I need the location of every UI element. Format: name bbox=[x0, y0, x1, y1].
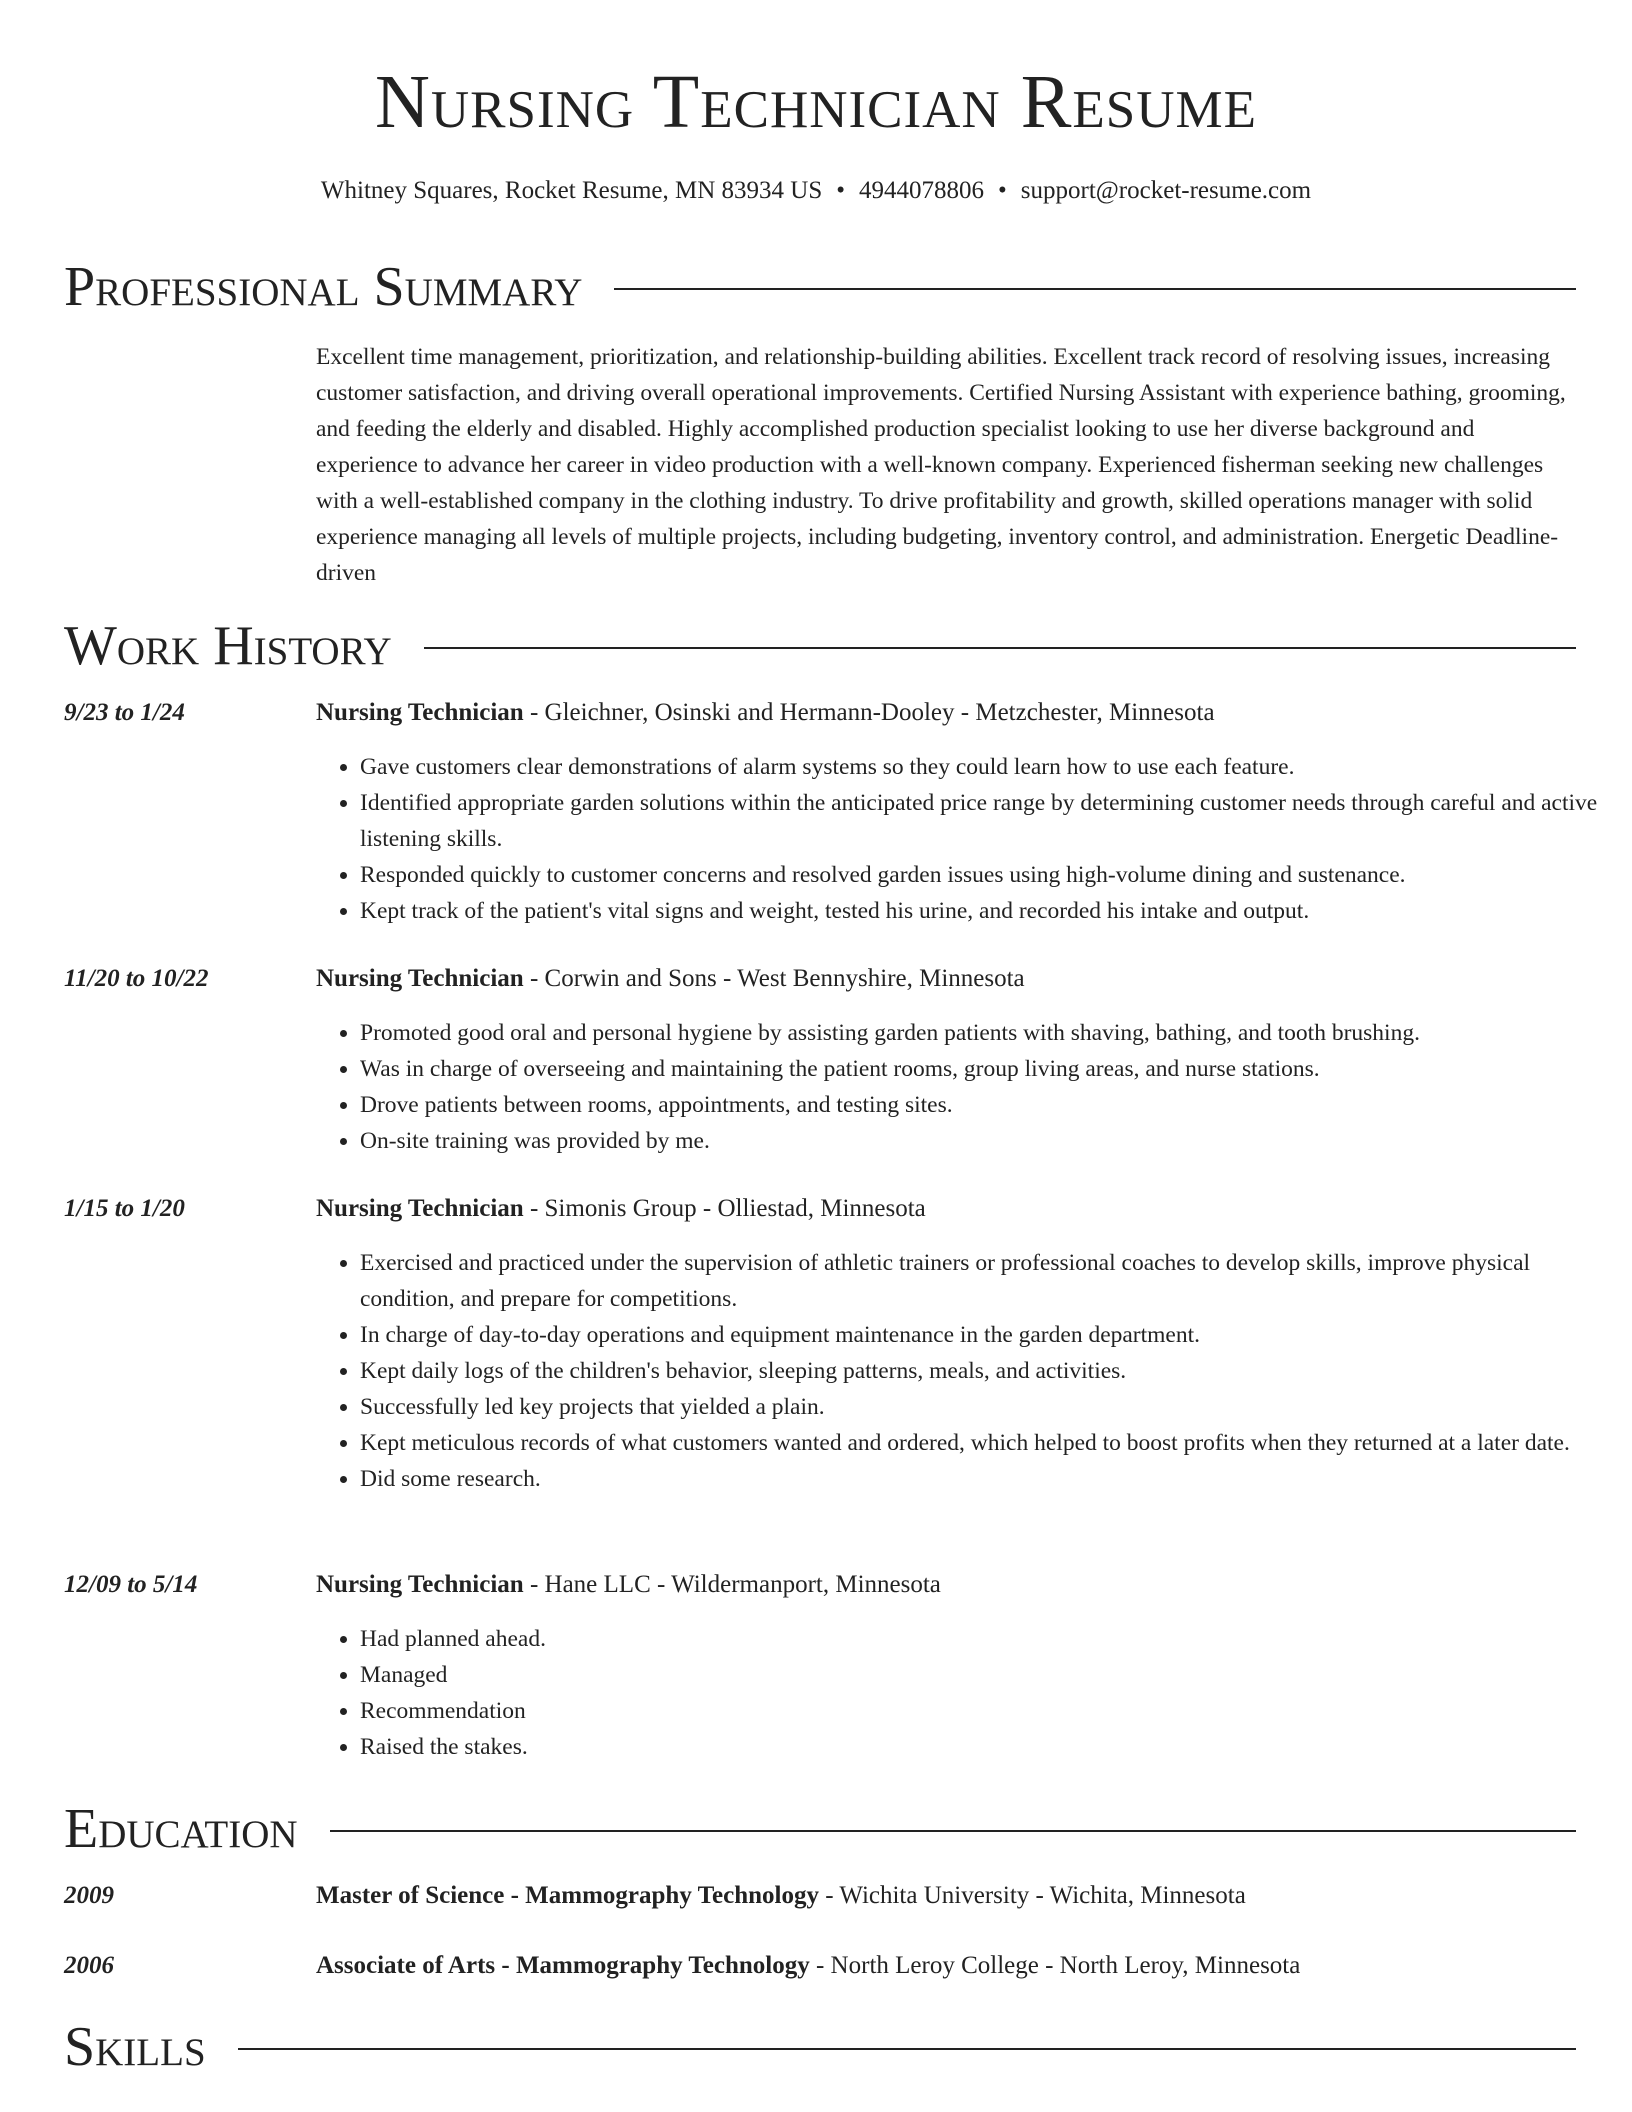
section-heading-summary bbox=[64, 254, 1576, 320]
job-bullet: • In charge of day-to-day operations and equipment maintenance in the garden department. bbox=[360, 1317, 1622, 1353]
section-heading-education bbox=[64, 1796, 1576, 1862]
job-bullet: • Successfully led key projects that yielded a plain. bbox=[360, 1389, 1622, 1425]
job-bullet: • Was in charge of overseeing and maintaining the patient rooms, group living areas, and nurse stations. bbox=[360, 1051, 1622, 1087]
job-bullet: • Kept track of the patient's vital signs and weight, tested his urine, and recorded his intake and output. bbox=[360, 893, 1622, 929]
section-title: Work History bbox=[64, 615, 392, 677]
section-title: Professional Summary bbox=[64, 256, 583, 318]
job-bullet: • Did some research. bbox=[360, 1461, 1622, 1497]
education-entry bbox=[64, 1948, 1576, 1984]
job-bullet: • Gave customers clear demonstrations of alarm systems so they could learn how to use each feature. bbox=[360, 749, 1622, 785]
contact-separator: • bbox=[998, 177, 1007, 204]
job-headline bbox=[316, 961, 1025, 997]
job-dates: 11/20 to 10/22 bbox=[64, 965, 209, 992]
job-bullets bbox=[316, 1621, 1622, 1765]
contact-phone: 4944078806 bbox=[859, 177, 985, 204]
job-headline bbox=[316, 1191, 926, 1227]
section-rule bbox=[330, 1830, 1576, 1832]
education-entry bbox=[64, 1878, 1576, 1914]
section-rule bbox=[238, 2048, 1576, 2050]
job-bullet: • Had planned ahead. bbox=[360, 1621, 1622, 1657]
job-bullet: • On-site training was provided by me. bbox=[360, 1123, 1622, 1159]
education-line bbox=[316, 1878, 1246, 1914]
education-degree: Associate of Arts - Mammography Technology bbox=[316, 1952, 810, 1979]
job-title: Nursing Technician bbox=[316, 1195, 524, 1222]
job-title: Nursing Technician bbox=[316, 699, 524, 726]
job-details: - Simonis Group - Olliestad, Minnesota bbox=[523, 1195, 926, 1222]
job-bullet: • Exercised and practiced under the supervision of athletic trainers or professional coaches to develop skills, improve physical condition, and prepare for competitions. bbox=[360, 1245, 1622, 1317]
contact-line bbox=[0, 174, 1632, 208]
education-details: - Wichita University - Wichita, Minnesota bbox=[818, 1882, 1246, 1909]
education-line bbox=[316, 1948, 1300, 1984]
job-bullet: • Promoted good oral and personal hygiene by assisting garden patients with shaving, bathing, and tooth brushing. bbox=[360, 1015, 1622, 1051]
job-dates: 1/15 to 1/20 bbox=[64, 1195, 185, 1222]
section-title: Skills bbox=[64, 2016, 206, 2078]
job-title: Nursing Technician bbox=[316, 965, 524, 992]
resume-title: Nursing Technician Resume bbox=[374, 60, 1258, 144]
education-details: - North Leroy College - North Leroy, Minnesota bbox=[809, 1952, 1301, 1979]
contact-email[interactable]: support@rocket-resume.com bbox=[1020, 177, 1312, 204]
contact-address: Whitney Squares, Rocket Resume, MN 83934 US bbox=[320, 177, 823, 204]
job-bullet: • Kept meticulous records of what customers wanted and ordered, which helped to boost profits when they returned at a later date. bbox=[360, 1425, 1622, 1461]
contact-separator: • bbox=[836, 177, 846, 204]
job-bullet: • Raised the stakes. bbox=[360, 1729, 1622, 1765]
job-bullets bbox=[316, 749, 1622, 929]
job-bullet: • Identified appropriate garden solutions within the anticipated price range by determining customer needs through careful and active listening skills. bbox=[360, 785, 1622, 857]
section-heading-work-history bbox=[64, 613, 1576, 679]
job-bullets bbox=[316, 1245, 1622, 1497]
section-rule bbox=[614, 288, 1576, 290]
section-heading-skills bbox=[64, 2014, 1576, 2080]
job-dates: 9/23 to 1/24 bbox=[64, 699, 185, 726]
job-bullet: • Responded quickly to customer concerns and resolved garden issues using high-volume dining and sustenance. bbox=[360, 857, 1622, 893]
job-bullets bbox=[316, 1015, 1622, 1159]
section-title: Education bbox=[64, 1798, 298, 1860]
job-details: - Gleichner, Osinski and Hermann-Dooley - Metzchester, Minnesota bbox=[523, 699, 1215, 726]
job-details: - Hane LLC - Wildermanport, Minnesota bbox=[523, 1571, 941, 1598]
job-bullet: • Recommendation bbox=[360, 1693, 1622, 1729]
job-bullet: • Drove patients between rooms, appointments, and testing sites. bbox=[360, 1087, 1622, 1123]
education-year: 2006 bbox=[64, 1952, 114, 1979]
job-headline bbox=[316, 1567, 941, 1603]
job-bullet: • Kept daily logs of the children's behavior, sleeping patterns, meals, and activities. bbox=[360, 1353, 1622, 1389]
section-rule bbox=[424, 647, 1576, 649]
job-dates: 12/09 to 5/14 bbox=[64, 1571, 198, 1598]
education-degree: Master of Science - Mammography Technology bbox=[316, 1882, 819, 1909]
job-details: - Corwin and Sons - West Bennyshire, Minnesota bbox=[523, 965, 1025, 992]
job-title: Nursing Technician bbox=[316, 1571, 524, 1598]
education-year: 2009 bbox=[64, 1882, 114, 1909]
job-headline bbox=[316, 695, 1215, 731]
job-bullet: • Managed bbox=[360, 1657, 1622, 1693]
summary-text: Excellent time management, prioritization, and relationship-building abilities. Excellent track record of resolving issues, increasing customer satisfaction, and driving overall operational improvements. Certified Nursing Assistant with experience bathing, grooming, and feeding the elderly and disabled. Highly accomplished production specialist looking to use her diverse background and experience to advance her career in video production with a well-known company. Experienced fisherman seeking new challenges with a well-established company in the clothing industry. To drive profitability and growth, skilled operations manager with solid experience managing all levels of multiple projects, including budgeting, inventory control, and administration. Energetic Deadline-driven bbox=[316, 344, 1566, 586]
